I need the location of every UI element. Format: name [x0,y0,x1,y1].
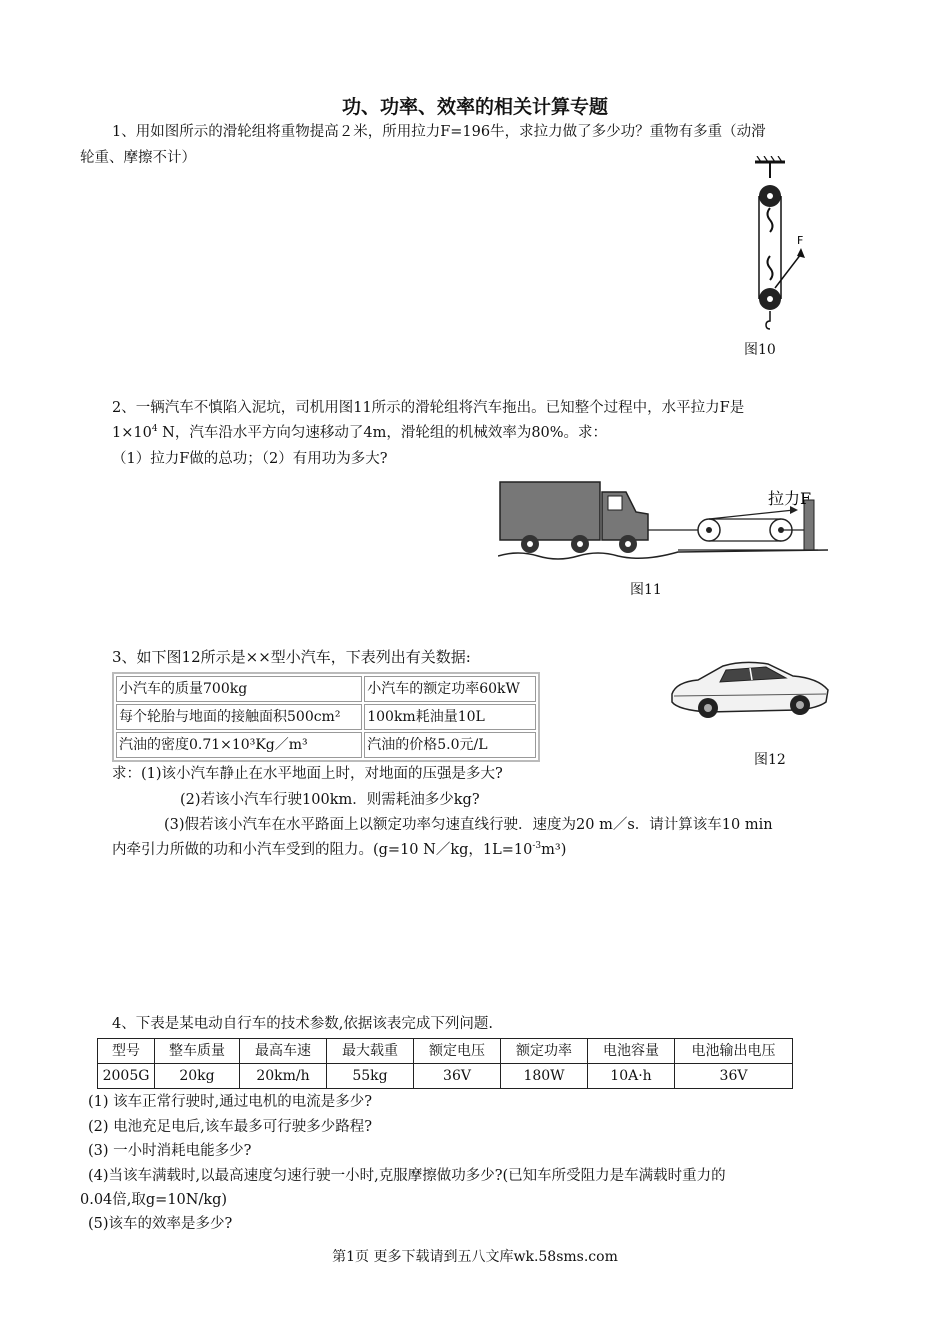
force-label: F [797,234,804,247]
q3-ask2: (2)若该小汽车行驶100km．则需耗油多少kg? [180,792,480,808]
table-cell: 2005G [98,1064,155,1089]
q2-text-line2: $1\times 10^4$ N，汽车沿水平方向匀速移动了4m，滑轮组的机械效率为80%。求： [112,424,608,441]
q1-text-line1: 1、用如图所示的滑轮组将重物提高２米，所用拉力F=196牛，求拉力做了多少功？重物有多重（动滑 [112,124,766,140]
q4-ask4-line2: 0.04倍,取g=10N/kg) [80,1192,228,1208]
table-cell: 20km/h [240,1064,327,1089]
table-row [116,676,536,702]
q3-ask3-line1: (3)假若该小汽车在水平路面上以额定功率匀速直线行驶．速度为20 m／s．请计算该车10 min [164,817,773,833]
q2-text-line3: （1）拉力F做的总功；（2）有用功为多大? [112,451,388,467]
truck [500,482,648,553]
page-footer: 第1页 更多下载请到五八文库wk.58sms.com [332,1249,618,1265]
table-row [116,732,536,758]
fig11-caption: 图11 [630,582,662,598]
fig10-caption: 图10 [744,342,776,358]
table-row [98,1064,793,1089]
table-header-cell: 型号 [98,1039,155,1064]
q4-ask3: (3) 一小时消耗电能多少? [88,1143,252,1159]
q4-ask5: (5)该车的效率是多少? [88,1216,233,1232]
table-cell: 汽油的密度0.71×10³Kg／m³ [116,732,362,758]
table-cell: 55kg [327,1064,414,1089]
q1-text-line2: 轮重、摩擦不计） [80,150,196,166]
table-row [116,704,536,730]
table-header-cell: 最大载重 [327,1039,414,1064]
table-cell: 36V [675,1064,793,1089]
table-cell: 小汽车的质量700kg [116,676,362,702]
table-header-cell: 额定功率 [501,1039,588,1064]
muddy-ground [498,550,828,559]
q3-ask3-line2: 内牵引力所做的功和小汽车受到的阻力。(g=10 N／kg，$1L=10^{-3}m^3$) [112,841,567,858]
movable-pulley [759,256,781,329]
q4-ask1: (1) 该车正常行驶时,通过电机的电流是多少? [88,1094,373,1110]
truck-pulley-figure [498,478,828,588]
table-cell: 100km耗油量10L [364,704,536,730]
table-cell: 汽油的价格5.0元/L [364,732,536,758]
q4-intro: 4、下表是某电动自行车的技术参数,依据该表完成下列问题. [112,1016,493,1032]
table-cell: 每个轮胎与地面的接触面积500cm² [116,704,362,730]
car-figure [668,658,833,723]
table-header-cell: 电池容量 [588,1039,675,1064]
table-cell: 小汽车的额定功率60kW [364,676,536,702]
car-data-table [112,672,540,762]
table-cell: 10A·h [588,1064,675,1089]
table-header-row [98,1039,793,1064]
table-header-cell: 整车质量 [155,1039,240,1064]
fig12-caption: 图12 [754,752,786,768]
page-title: 功、功率、效率的相关计算专题 [341,96,608,118]
q3-intro: 3、如下图12所示是××型小汽车，下表列出有关数据: [112,648,471,666]
table-header-cell: 电池输出电压 [675,1039,793,1064]
ebike-spec-table [97,1038,793,1089]
rope [759,196,805,299]
q3-ask1: 求：(1)该小汽车静止在水平地面上时，对地面的压强是多大? [112,766,503,782]
ceiling-mount [755,156,785,178]
q2-text-line1: 2、一辆汽车不慎陷入泥坑，司机用图11所示的滑轮组将汽车拖出。已知整个过程中，水平拉力F是 [112,400,745,416]
table-cell: 36V [414,1064,501,1089]
table-header-cell: 最高车速 [240,1039,327,1064]
table-cell: 20kg [155,1064,240,1089]
q4-ask2: (2) 电池充足电后,该车最多可行驶多少路程? [88,1119,373,1135]
q4-ask4-line1: (4)当该车满载时,以最高速度匀速行驶一小时,克服摩擦做功多少?(已知车所受阻力是车满载时重力的 [88,1168,726,1184]
pulling-force-label: 拉力F [768,489,812,508]
fixed-pulley [759,185,781,232]
table-header-cell: 额定电压 [414,1039,501,1064]
table-cell: 180W [501,1064,588,1089]
pulley-system-figure [735,156,815,336]
